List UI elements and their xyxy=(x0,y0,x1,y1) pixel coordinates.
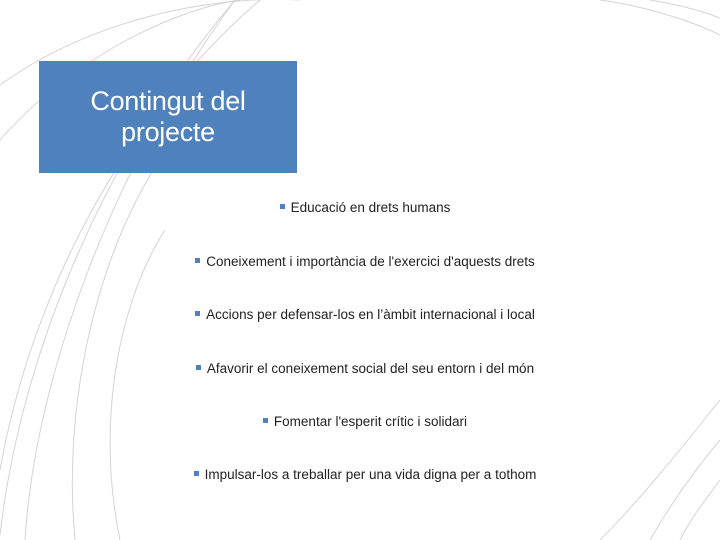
bullet-text: Coneixement i importància de l'exercici d'aquests drets xyxy=(206,254,535,269)
bullet-item xyxy=(140,200,590,215)
square-bullet-icon xyxy=(194,471,199,476)
bullet-item xyxy=(140,254,590,269)
bullet-item xyxy=(140,307,590,322)
square-bullet-icon xyxy=(195,311,200,316)
bullet-text: Fomentar l'esperit crític i solidari xyxy=(273,414,468,429)
square-bullet-icon xyxy=(195,258,200,263)
bullet-item xyxy=(140,467,590,482)
bullet-text: Accions per defensar-los en l’àmbit internacional i local xyxy=(206,307,535,322)
square-bullet-icon xyxy=(196,365,201,370)
slide-title: Contingut del projecte xyxy=(90,86,246,147)
bullet-item xyxy=(140,414,590,429)
square-bullet-icon xyxy=(280,204,285,209)
square-bullet-icon xyxy=(263,418,268,423)
bullet-text: Afavorir el coneixement social del seu entorn i del món xyxy=(206,361,535,376)
bullet-text: Educació en drets humans xyxy=(290,200,451,215)
bullet-text: Impulsar-los a treballar per una vida digna per a tothom xyxy=(204,467,537,482)
bullet-item xyxy=(140,361,590,376)
bullet-list xyxy=(140,0,590,540)
